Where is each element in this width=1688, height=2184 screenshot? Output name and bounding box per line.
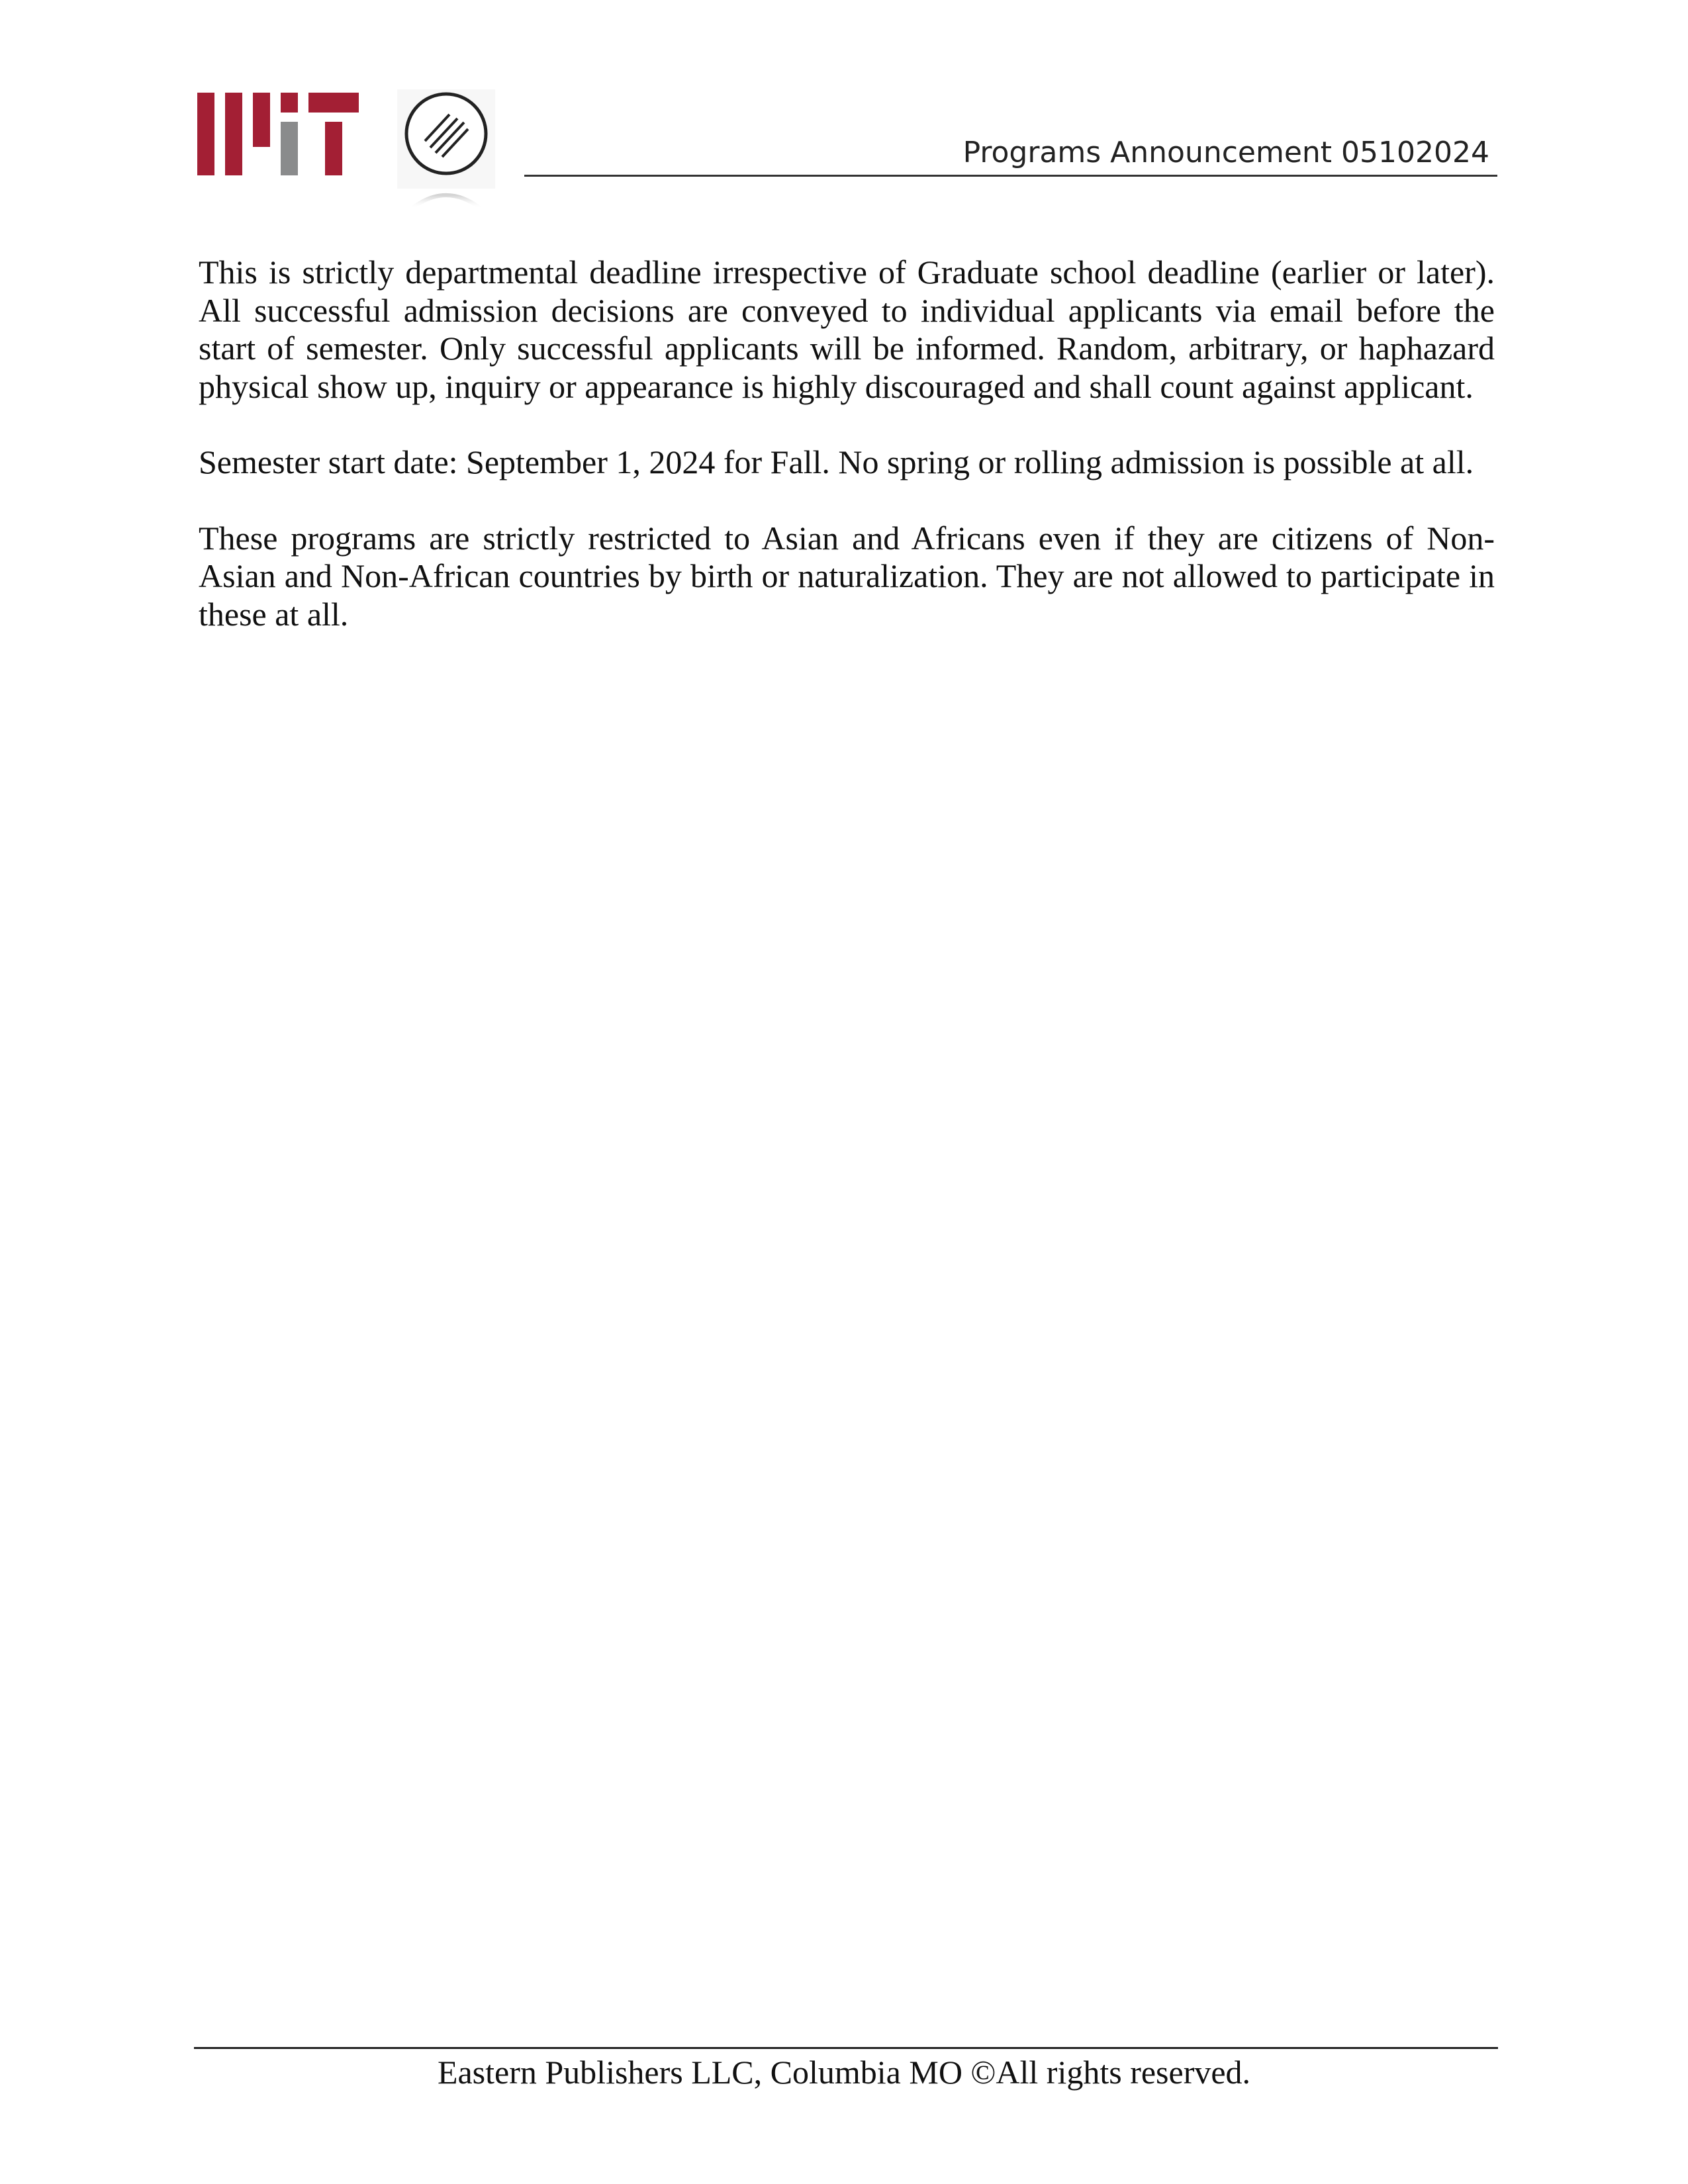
paragraph-semester-start: Semester start date: September 1, 2024 for Fall. No spring or rolling admission is possible at all. <box>199 443 1474 480</box>
footer-copyright: Eastern Publishers LLC, Columbia MO ©All rights reserved. <box>437 2054 1251 2091</box>
footer-rule <box>194 2047 1498 2049</box>
paragraph-eligibility: These programs are strictly restricted to Asian and Africans even if they are citizens of Non-Asian and Non-African countries by birth or naturalization. They are not allowed to participate in these at all. <box>199 519 1495 633</box>
header-announcement: Programs Announcement 05102024 <box>962 136 1489 169</box>
header-rule <box>524 175 1497 177</box>
circle-stripes-logo <box>397 89 495 215</box>
mit-logo <box>197 93 359 175</box>
document-body <box>199 253 1495 671</box>
paragraph-deadline: This is strictly departmental deadline irrespective of Graduate school deadline (earlier or later). All successful admission decisions are conveyed to individual applicants via email before the start of semester. Only successful applicants will be informed. Random, arbitrary, or haphazard physical show up, inquiry or appearance is highly discouraged and shall count against applicant. <box>199 253 1495 405</box>
